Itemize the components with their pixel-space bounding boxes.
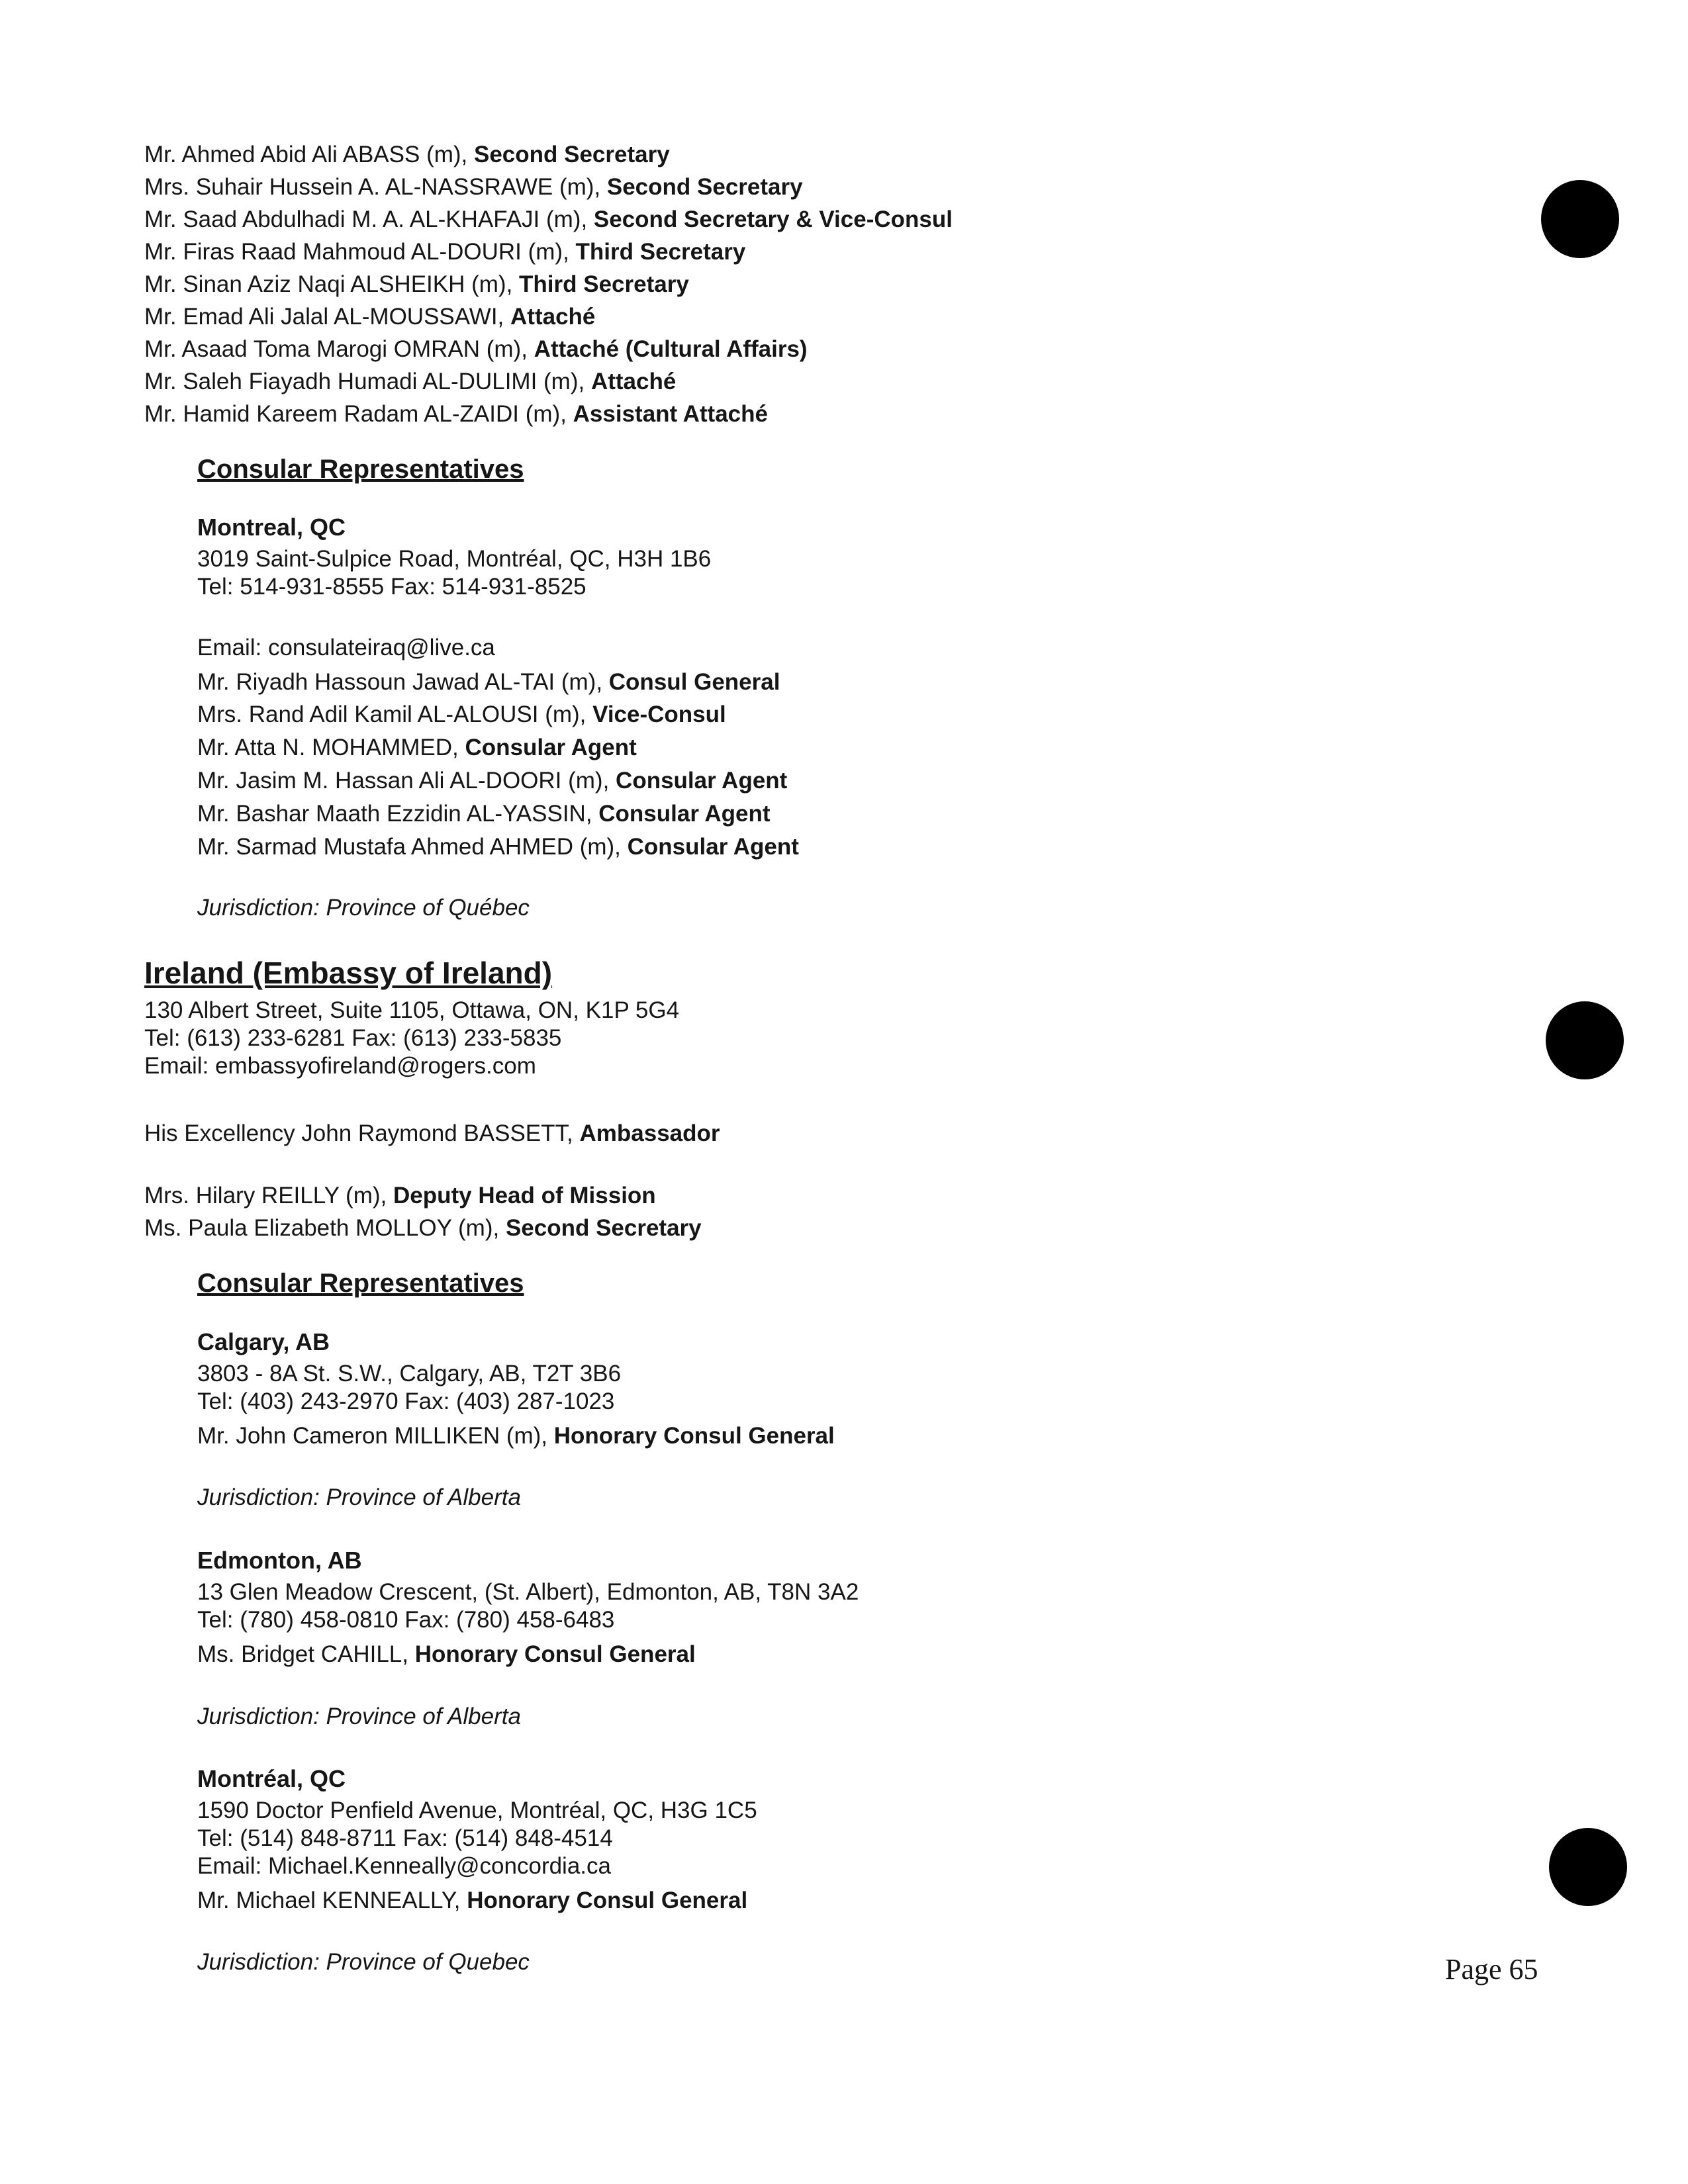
staff-entry: Ms. Bridget CAHILL, Honorary Consul General (197, 1641, 696, 1667)
staff-entry: Mr. Atta N. MOHAMMED, Consular Agent (197, 735, 637, 760)
binder-hole-mark (1546, 1001, 1624, 1079)
country-heading: Ireland (Embassy of Ireland) (144, 956, 553, 990)
staff-entry: Mrs. Hilary REILLY (m), Deputy Head of Mission (144, 1183, 656, 1208)
staff-entry: Mr. Saad Abdulhadi M. A. AL-KHAFAJI (m), Second Secretary & Vice-Consul (144, 206, 953, 232)
email: Email: consulateiraq@live.ca (197, 635, 495, 660)
email: Email: embassyofireland@rogers.com (144, 1053, 536, 1079)
phone-fax: Tel: (780) 458-0810 Fax: (780) 458-6483 (197, 1607, 615, 1633)
jurisdiction: Jurisdiction: Province of Québec (197, 895, 530, 921)
staff-entry: Mrs. Suhair Hussein A. AL-NASSRAWE (m), Second Secretary (144, 174, 803, 200)
staff-entry: Mr. Bashar Maath Ezzidin AL-YASSIN, Consular Agent (197, 801, 771, 827)
section-heading: Consular Representatives (197, 1269, 524, 1298)
ambassador-entry: His Excellency John Raymond BASSETT, Ambassador (144, 1120, 720, 1146)
section-heading: Consular Representatives (197, 455, 524, 484)
jurisdiction: Jurisdiction: Province of Alberta (197, 1704, 521, 1729)
staff-entry: Mr. Saleh Fiayadh Humadi AL-DULIMI (m), Attaché (144, 369, 677, 394)
staff-entry: Mrs. Rand Adil Kamil AL-ALOUSI (m), Vice-Consul (197, 702, 726, 727)
staff-entry: Mr. John Cameron MILLIKEN (m), Honorary Consul General (197, 1423, 835, 1449)
page-number: Page 65 (1445, 1953, 1538, 1985)
address: 3803 - 8A St. S.W., Calgary, AB, T2T 3B6 (197, 1361, 622, 1387)
binder-hole-mark (1541, 180, 1619, 258)
address: 3019 Saint-Sulpice Road, Montréal, QC, H3H 1B6 (197, 546, 712, 572)
phone-fax: Tel: 514-931-8555 Fax: 514-931-8525 (197, 574, 586, 600)
city-heading: Calgary, AB (197, 1328, 330, 1355)
staff-entry: Mr. Jasim M. Hassan Ali AL-DOORI (m), Consular Agent (197, 768, 788, 794)
email: Email: Michael.Kenneally@concordia.ca (197, 1853, 611, 1879)
address: 13 Glen Meadow Crescent, (St. Albert), Edmonton, AB, T8N 3A2 (197, 1579, 859, 1605)
staff-entry: Ms. Paula Elizabeth MOLLOY (m), Second Secretary (144, 1215, 702, 1241)
staff-entry: Mr. Hamid Kareem Radam AL-ZAIDI (m), Assistant Attaché (144, 401, 768, 427)
jurisdiction: Jurisdiction: Province of Quebec (197, 1949, 530, 1975)
staff-entry: Mr. Emad Ali Jalal AL-MOUSSAWI, Attaché (144, 304, 596, 330)
phone-fax: Tel: (403) 243-2970 Fax: (403) 287-1023 (197, 1388, 615, 1414)
staff-entry: Mr. Asaad Toma Marogi OMRAN (m), Attaché (Cultural Affairs) (144, 336, 808, 362)
staff-entry: Mr. Firas Raad Mahmoud AL-DOURI (m), Third Secretary (144, 239, 746, 265)
address: 130 Albert Street, Suite 1105, Ottawa, ON, K1P 5G4 (144, 997, 680, 1023)
staff-entry: Mr. Ahmed Abid Ali ABASS (m), Second Secretary (144, 142, 670, 167)
jurisdiction: Jurisdiction: Province of Alberta (197, 1484, 521, 1510)
staff-entry: Mr. Riyadh Hassoun Jawad AL-TAI (m), Consul General (197, 669, 780, 695)
staff-entry: Mr. Sarmad Mustafa Ahmed AHMED (m), Consular Agent (197, 834, 799, 860)
city-heading: Edmonton, AB (197, 1547, 362, 1574)
binder-hole-mark (1549, 1828, 1627, 1906)
city-heading: Montréal, QC (197, 1765, 346, 1792)
address: 1590 Doctor Penfield Avenue, Montréal, QC, H3G 1C5 (197, 1797, 757, 1823)
staff-entry: Mr. Sinan Aziz Naqi ALSHEIKH (m), Third Secretary (144, 271, 689, 297)
phone-fax: Tel: (613) 233-6281 Fax: (613) 233-5835 (144, 1025, 562, 1051)
city-heading: Montreal, QC (197, 514, 346, 541)
staff-entry: Mr. Michael KENNEALLY, Honorary Consul General (197, 1888, 748, 1913)
phone-fax: Tel: (514) 848-8711 Fax: (514) 848-4514 (197, 1825, 613, 1851)
